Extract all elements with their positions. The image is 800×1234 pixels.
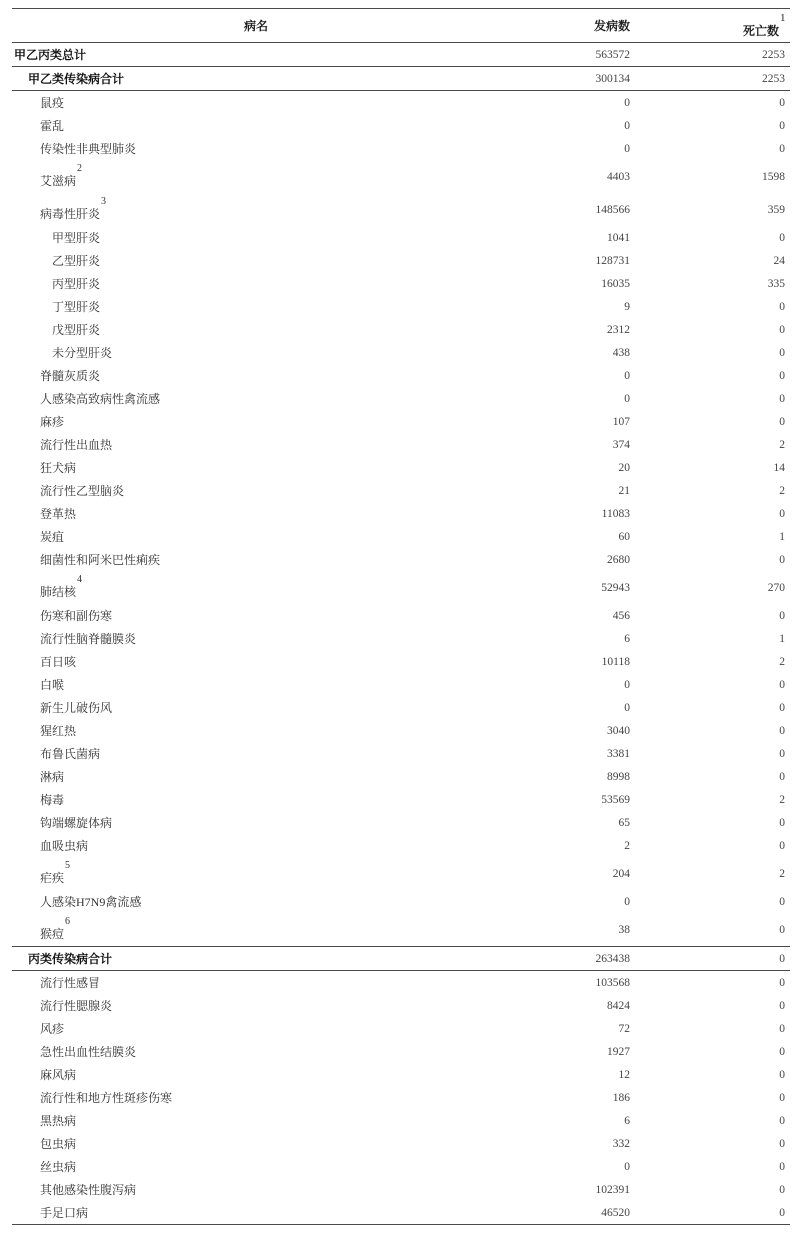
disease-name: 新生儿破伤风 xyxy=(40,700,113,715)
disease-name: 钩端螺旋体病 xyxy=(40,815,113,830)
death-count-cell: 1598 xyxy=(762,170,785,183)
table-row xyxy=(12,410,790,433)
disease-name-cell xyxy=(12,341,500,364)
case-count-cell: 4403 xyxy=(607,170,630,183)
disease-name: 艾滋病 xyxy=(40,173,77,188)
disease-name: 流行性出血热 xyxy=(40,437,113,452)
disease-name-cell xyxy=(12,742,500,765)
disease-name-cell xyxy=(12,249,500,272)
death-count-cell: 0 xyxy=(779,553,785,566)
death-count-cell: 0 xyxy=(779,369,785,382)
case-count-cell: 11083 xyxy=(601,507,630,520)
table-row xyxy=(12,913,790,947)
case-count-cell: 3040 xyxy=(607,724,630,737)
disease-name-cell xyxy=(12,1017,500,1040)
disease-name: 淋病 xyxy=(40,769,65,784)
table-row xyxy=(12,650,790,673)
case-count-cell: 0 xyxy=(624,142,630,155)
disease-name-cell xyxy=(12,1201,500,1225)
table-row xyxy=(12,1017,790,1040)
disease-name: 流行性和地方性斑疹伤寒 xyxy=(40,1090,173,1105)
case-count-cell: 52943 xyxy=(601,581,630,594)
table-row xyxy=(12,1109,790,1132)
header-row xyxy=(12,9,790,43)
disease-name: 猩红热 xyxy=(40,723,77,738)
death-count-cell: 2 xyxy=(779,867,785,880)
case-count-cell: 46520 xyxy=(500,1201,635,1225)
disease-name-cell xyxy=(12,673,500,696)
footnote-marker: 5 xyxy=(65,859,71,871)
disease-name-cell xyxy=(12,137,500,160)
case-count-cell: 456 xyxy=(612,609,630,622)
case-count-cell: 0 xyxy=(624,369,630,382)
disease-name-cell xyxy=(12,788,500,811)
disease-name-cell xyxy=(12,857,500,890)
disease-name: 乙型肝炎 xyxy=(52,253,101,268)
disease-name: 其他感染性腹泻病 xyxy=(40,1182,137,1197)
header-disease-name: 病名 xyxy=(12,9,500,43)
death-count-cell: 0 xyxy=(779,701,785,714)
case-count-cell: 72 xyxy=(618,1022,630,1035)
death-count-cell: 0 xyxy=(779,415,785,428)
death-count-cell: 0 xyxy=(779,119,785,132)
case-count-cell: 2312 xyxy=(607,323,630,336)
table-row xyxy=(12,604,790,627)
death-count-cell: 2253 xyxy=(635,67,790,91)
table-row xyxy=(12,295,790,318)
death-count-cell: 0 xyxy=(779,923,785,936)
disease-name-cell xyxy=(12,272,500,295)
table-row xyxy=(12,387,790,410)
disease-name: 梅毒 xyxy=(40,792,65,807)
disease-name: 麻疹 xyxy=(40,414,65,429)
table-row xyxy=(12,91,790,115)
disease-name-cell xyxy=(12,1040,500,1063)
table-row xyxy=(12,788,790,811)
case-count-cell: 263438 xyxy=(500,947,635,971)
case-count-cell: 103568 xyxy=(595,976,630,989)
death-count-cell: 0 xyxy=(779,724,785,737)
death-count-cell: 0 xyxy=(779,747,785,760)
death-count-cell: 0 xyxy=(779,1183,785,1196)
case-count-cell: 148566 xyxy=(595,203,630,216)
table-row xyxy=(12,673,790,696)
disease-name-cell xyxy=(12,696,500,719)
death-count-cell: 0 xyxy=(779,323,785,336)
table-row xyxy=(12,719,790,742)
case-count-cell: 186 xyxy=(612,1091,630,1104)
table-row xyxy=(12,696,790,719)
table-row xyxy=(12,456,790,479)
death-count-cell: 24 xyxy=(773,254,785,267)
table-row-subtotal xyxy=(12,947,790,971)
case-count-cell: 2680 xyxy=(607,553,630,566)
disease-name: 霍乱 xyxy=(40,118,65,133)
disease-name: 猴痘 xyxy=(40,926,65,941)
disease-name-cell xyxy=(12,811,500,834)
disease-name: 登革热 xyxy=(40,506,77,521)
case-count-cell: 332 xyxy=(612,1137,630,1150)
case-count-cell: 1041 xyxy=(607,231,630,244)
disease-name: 炭疽 xyxy=(40,529,65,544)
table-row xyxy=(12,226,790,249)
death-count-cell: 0 xyxy=(779,976,785,989)
death-count-cell: 0 xyxy=(779,300,785,313)
disease-name-cell xyxy=(12,1132,500,1155)
case-count-cell: 0 xyxy=(624,678,630,691)
table-row-subtotal xyxy=(12,67,790,91)
case-count-cell: 204 xyxy=(612,867,630,880)
death-count-cell: 2 xyxy=(779,484,785,497)
disease-name-cell xyxy=(12,433,500,456)
death-count-cell: 0 xyxy=(779,1160,785,1173)
disease-name-cell xyxy=(12,295,500,318)
disease-name: 急性出血性结膜炎 xyxy=(40,1044,137,1059)
table-row xyxy=(12,1132,790,1155)
disease-name-cell xyxy=(12,719,500,742)
case-count-cell: 6 xyxy=(624,632,630,645)
case-count-cell: 128731 xyxy=(595,254,630,267)
table-row xyxy=(12,1040,790,1063)
header-case-count: 发病数 xyxy=(500,9,635,43)
death-count-cell: 0 xyxy=(779,142,785,155)
death-count-cell: 2253 xyxy=(635,43,790,67)
disease-name-cell xyxy=(12,364,500,387)
disease-name-cell xyxy=(12,318,500,341)
table-row xyxy=(12,1178,790,1201)
header-death-count: 死亡数 xyxy=(742,23,779,38)
death-count-cell: 0 xyxy=(779,231,785,244)
disease-name: 甲型肝炎 xyxy=(52,230,101,245)
death-count-cell: 0 xyxy=(779,1091,785,1104)
footnote-marker: 6 xyxy=(65,915,71,927)
table-row xyxy=(12,890,790,913)
footnote-marker: 3 xyxy=(101,195,107,207)
table-row xyxy=(12,341,790,364)
disease-name: 甲乙类传染病合计 xyxy=(28,71,125,86)
disease-name: 流行性腮腺炎 xyxy=(40,998,113,1013)
case-count-cell: 2 xyxy=(624,839,630,852)
disease-name: 传染性非典型肺炎 xyxy=(40,141,137,156)
disease-name: 流行性脑脊髓膜炎 xyxy=(40,631,137,646)
death-count-cell: 0 xyxy=(779,770,785,783)
disease-name: 布鲁氏菌病 xyxy=(40,746,101,761)
disease-name-cell xyxy=(12,91,500,115)
disease-statistics-table xyxy=(12,8,790,1225)
disease-name: 血吸虫病 xyxy=(40,838,89,853)
disease-name-cell xyxy=(12,548,500,571)
disease-name: 脊髓灰质炎 xyxy=(40,368,101,383)
disease-name-cell xyxy=(12,994,500,1017)
case-count-cell: 65 xyxy=(618,816,630,829)
disease-name: 流行性乙型脑炎 xyxy=(40,483,125,498)
disease-name-cell xyxy=(12,571,500,604)
case-count-cell: 0 xyxy=(624,96,630,109)
disease-name: 流行性感冒 xyxy=(40,975,101,990)
case-count-cell: 60 xyxy=(618,530,630,543)
case-count-cell: 102391 xyxy=(595,1183,630,1196)
case-count-cell: 16035 xyxy=(601,277,630,290)
disease-name-cell xyxy=(12,890,500,913)
disease-name: 麻风病 xyxy=(40,1067,77,1082)
table-row xyxy=(12,742,790,765)
footnote-marker: 4 xyxy=(77,573,83,585)
disease-name: 鼠疫 xyxy=(40,95,65,110)
disease-name-cell xyxy=(12,1063,500,1086)
disease-name: 病毒性肝炎 xyxy=(40,206,101,221)
disease-name: 疟疾 xyxy=(40,870,65,885)
disease-name-cell xyxy=(12,456,500,479)
case-count-cell: 3381 xyxy=(607,747,630,760)
disease-name: 白喉 xyxy=(40,677,65,692)
disease-name-cell xyxy=(12,479,500,502)
disease-name: 戊型肝炎 xyxy=(52,322,101,337)
table-row xyxy=(12,249,790,272)
death-count-cell: 0 xyxy=(779,895,785,908)
disease-name-cell xyxy=(12,410,500,433)
death-count-cell: 0 xyxy=(779,1137,785,1150)
disease-name-cell xyxy=(12,1086,500,1109)
case-count-cell: 107 xyxy=(612,415,630,428)
death-count-cell: 0 xyxy=(779,1068,785,1081)
table-row xyxy=(12,1201,790,1225)
table-row xyxy=(12,971,790,995)
disease-name-cell xyxy=(12,43,500,67)
table-row xyxy=(12,765,790,788)
disease-name-cell xyxy=(12,650,500,673)
table-row xyxy=(12,272,790,295)
case-count-cell: 9 xyxy=(624,300,630,313)
table-row xyxy=(12,857,790,890)
disease-name-cell xyxy=(12,765,500,788)
death-count-cell: 0 xyxy=(779,678,785,691)
case-count-cell: 20 xyxy=(618,461,630,474)
disease-name-cell xyxy=(12,525,500,548)
disease-name: 风疹 xyxy=(40,1021,65,1036)
disease-name-cell xyxy=(12,502,500,525)
case-count-cell: 0 xyxy=(624,701,630,714)
death-count-cell: 0 xyxy=(779,346,785,359)
death-count-cell: 0 xyxy=(779,839,785,852)
death-count-cell: 0 xyxy=(779,392,785,405)
case-count-cell: 8424 xyxy=(607,999,630,1012)
disease-name-cell xyxy=(12,604,500,627)
disease-name: 黑热病 xyxy=(40,1113,77,1128)
footnote-marker: 2 xyxy=(77,162,83,174)
disease-name-cell xyxy=(12,971,500,995)
header-death-footnote: 1 xyxy=(780,11,786,24)
case-count-cell: 12 xyxy=(618,1068,630,1081)
case-count-cell: 0 xyxy=(624,1160,630,1173)
disease-name: 未分型肝炎 xyxy=(52,345,113,360)
disease-name: 人感染H7N9禽流感 xyxy=(40,894,142,909)
table-row xyxy=(12,137,790,160)
case-count-cell: 38 xyxy=(618,923,630,936)
case-count-cell: 0 xyxy=(624,392,630,405)
table-row xyxy=(12,193,790,226)
disease-name-cell xyxy=(12,1178,500,1201)
table-row xyxy=(12,364,790,387)
death-count-cell: 0 xyxy=(779,507,785,520)
disease-name-cell xyxy=(12,834,500,857)
disease-name: 丝虫病 xyxy=(40,1159,77,1174)
disease-name: 肺结核 xyxy=(40,584,77,599)
table-row xyxy=(12,811,790,834)
death-count-cell: 1 xyxy=(779,632,785,645)
death-count-cell: 0 xyxy=(635,947,790,971)
table-row xyxy=(12,502,790,525)
table-row xyxy=(12,318,790,341)
death-count-cell: 0 xyxy=(779,1022,785,1035)
table-row xyxy=(12,1063,790,1086)
case-count-cell: 53569 xyxy=(601,793,630,806)
disease-name: 甲乙丙类总计 xyxy=(14,47,87,62)
disease-name-cell xyxy=(12,160,500,193)
table-row xyxy=(12,834,790,857)
table-row xyxy=(12,160,790,193)
disease-name: 包虫病 xyxy=(40,1136,77,1151)
death-count-cell: 0 xyxy=(779,999,785,1012)
disease-name-cell xyxy=(12,947,500,971)
disease-name: 手足口病 xyxy=(40,1205,89,1220)
disease-name: 丁型肝炎 xyxy=(52,299,101,314)
disease-name-cell xyxy=(12,67,500,91)
death-count-cell: 0 xyxy=(779,816,785,829)
disease-name-cell xyxy=(12,1155,500,1178)
disease-name-cell xyxy=(12,627,500,650)
disease-name: 百日咳 xyxy=(40,654,77,669)
disease-name-cell xyxy=(12,114,500,137)
table-row xyxy=(12,571,790,604)
header-death-count-cell xyxy=(635,9,790,43)
death-count-cell: 2 xyxy=(779,793,785,806)
table-row xyxy=(12,1086,790,1109)
table-row xyxy=(12,627,790,650)
disease-name-cell xyxy=(12,1109,500,1132)
case-count-cell: 8998 xyxy=(607,770,630,783)
case-count-cell: 0 xyxy=(624,119,630,132)
case-count-cell: 6 xyxy=(624,1114,630,1127)
table-row xyxy=(12,114,790,137)
case-count-cell: 1927 xyxy=(607,1045,630,1058)
disease-name: 人感染高致病性禽流感 xyxy=(40,391,161,406)
death-count-cell: 359 xyxy=(767,203,785,216)
case-count-cell: 10118 xyxy=(601,655,630,668)
table-row xyxy=(12,548,790,571)
disease-name-cell xyxy=(12,387,500,410)
death-count-cell: 14 xyxy=(773,461,785,474)
death-count-cell: 270 xyxy=(767,581,785,594)
disease-name: 丙类传染病合计 xyxy=(28,951,113,966)
case-count-cell: 438 xyxy=(612,346,630,359)
table-row xyxy=(12,433,790,456)
death-count-cell: 2 xyxy=(779,655,785,668)
disease-name: 伤寒和副伤寒 xyxy=(40,608,113,623)
disease-name: 丙型肝炎 xyxy=(52,276,101,291)
death-count-cell: 0 xyxy=(779,96,785,109)
table-row xyxy=(12,1155,790,1178)
case-count-cell: 374 xyxy=(612,438,630,451)
case-count-cell: 0 xyxy=(624,895,630,908)
death-count-cell: 0 xyxy=(779,1045,785,1058)
death-count-cell: 0 xyxy=(779,1114,785,1127)
table-row xyxy=(12,525,790,548)
table-row xyxy=(12,994,790,1017)
table-row-grand-total xyxy=(12,43,790,67)
death-count-cell: 0 xyxy=(779,609,785,622)
death-count-cell: 0 xyxy=(635,1201,790,1225)
death-count-cell: 1 xyxy=(779,530,785,543)
disease-name-cell xyxy=(12,913,500,947)
disease-name-cell xyxy=(12,226,500,249)
case-count-cell: 21 xyxy=(618,484,630,497)
disease-name: 细菌性和阿米巴性痢疾 xyxy=(40,552,161,567)
case-count-cell: 300134 xyxy=(500,67,635,91)
death-count-cell: 335 xyxy=(767,277,785,290)
table-row xyxy=(12,479,790,502)
case-count-cell: 563572 xyxy=(500,43,635,67)
disease-name: 狂犬病 xyxy=(40,460,77,475)
disease-name-cell xyxy=(12,193,500,226)
death-count-cell: 2 xyxy=(779,438,785,451)
